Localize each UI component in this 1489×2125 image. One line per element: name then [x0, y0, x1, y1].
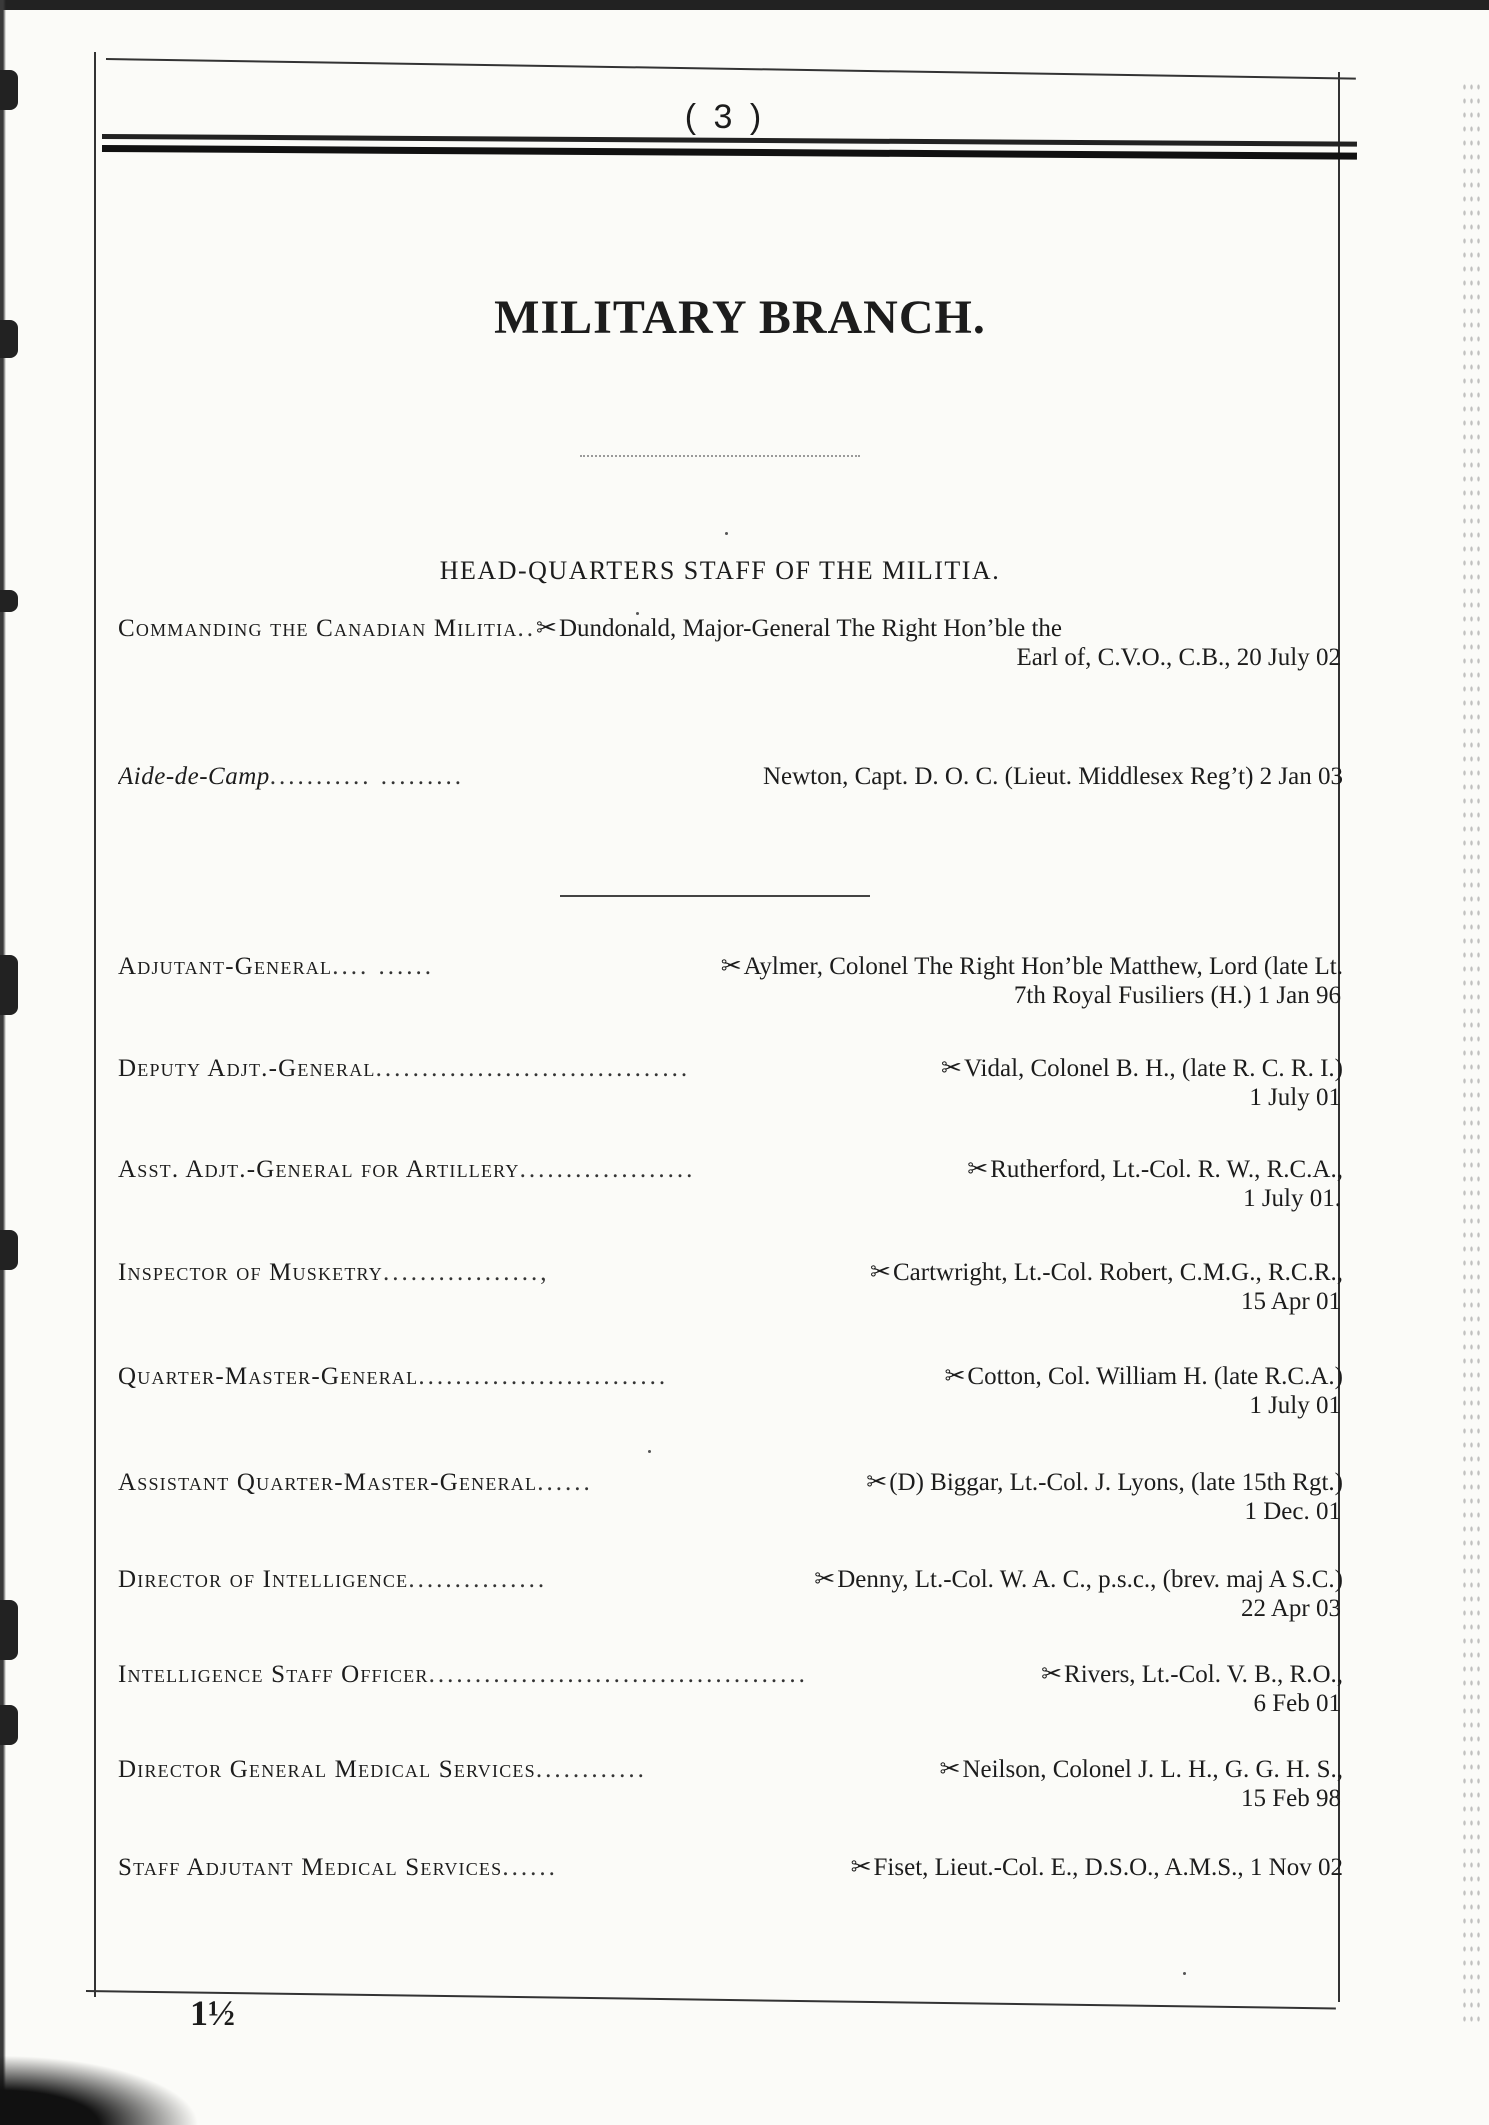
- entry-inspector-of-musketry: [118, 1258, 1343, 1316]
- dot-leaders: ...........................: [418, 1363, 669, 1390]
- holder-continuation: 15 Apr 01: [1241, 1288, 1341, 1315]
- office-holder: Rutherford, Lt.-Col. R. W., R.C.A.,: [990, 1156, 1343, 1183]
- holder-continuation: 1 July 01.: [1243, 1185, 1341, 1212]
- holder-continuation: 1 July 01: [1249, 1084, 1341, 1111]
- ornament-smudge: [580, 455, 860, 458]
- holder-continuation: 22 Apr 03: [1241, 1595, 1341, 1622]
- office-holder: Neilson, Colonel J. L. H., G. G. H. S.,: [962, 1756, 1343, 1783]
- scissors-mark-icon: ✂: [944, 1363, 966, 1390]
- print-speck: [725, 532, 728, 535]
- office-title: Asst. Adjt.-General for Artillery: [118, 1156, 520, 1183]
- office-title: Intelligence Staff Officer: [118, 1661, 429, 1688]
- scan-corner-shadow: [0, 2055, 200, 2125]
- holder-continuation: 1 July 01: [1249, 1392, 1341, 1419]
- dot-leaders: ...............: [408, 1566, 548, 1593]
- entry-commanding: [118, 614, 1343, 672]
- scissors-mark-icon: ✂: [720, 953, 742, 980]
- binding-blot: [0, 590, 18, 612]
- holder-continuation: 1 Dec. 01: [1244, 1498, 1341, 1525]
- entry-quarter-master-general: [118, 1362, 1343, 1420]
- office-holder: Newton, Capt. D. O. C. (Lieut. Middlesex Reg’t) 2 Jan 03: [762, 763, 1343, 790]
- entry-aide-de-camp: [118, 762, 1343, 791]
- holder-continuation: 15 Feb 98: [1241, 1785, 1341, 1812]
- scissors-mark-icon: ✂: [939, 1756, 961, 1783]
- scissors-mark-icon: ✂: [870, 1259, 891, 1286]
- office-holder: (D) Biggar, Lt.-Col. J. Lyons, (late 15th Rgt.): [889, 1469, 1343, 1496]
- dot-leaders: ............: [535, 1756, 647, 1783]
- scissors-mark-icon: ✂: [866, 1469, 888, 1496]
- office-holder: Dundonald, Major-General The Right Hon’ble the: [558, 615, 1063, 642]
- office-title: Staff Adjutant Medical Services: [118, 1854, 503, 1881]
- entry-staff-adjutant-medical-services: [118, 1853, 1343, 1882]
- dot-leaders: .........................................: [428, 1661, 808, 1688]
- page-number: ( 3 ): [684, 98, 766, 136]
- dot-leaders: ......: [502, 1854, 558, 1881]
- section-heading: HEAD-QUARTERS STAFF OF THE MILITIA.: [439, 556, 1001, 585]
- entry-deputy-adjt-general: [118, 1054, 1343, 1112]
- scan-perforated-edge: [1461, 80, 1481, 2030]
- scissors-mark-icon: ✂: [814, 1566, 836, 1593]
- scissors-mark-icon: ✂: [850, 1854, 872, 1881]
- entry-director-of-intelligence: [118, 1565, 1343, 1623]
- header-thick-bar: [102, 145, 1357, 160]
- office-holder: Vidal, Colonel B. H., (late R. C. R. I.): [963, 1055, 1343, 1082]
- scan-top-edge: [0, 0, 1489, 10]
- scissors-mark-icon: ✂: [535, 615, 557, 642]
- print-speck: [1183, 1972, 1186, 1975]
- holder-continuation: 7th Royal Fusiliers (H.) 1 Jan 96: [1013, 982, 1341, 1009]
- holder-continuation: 6 Feb 01: [1253, 1690, 1341, 1717]
- office-holder: Denny, Lt.-Col. W. A. C., p.s.c., (brev. maj A S.C.): [837, 1566, 1343, 1593]
- binding-blot: [0, 320, 18, 358]
- binding-blot: [0, 955, 18, 1015]
- office-holder: Rivers, Lt.-Col. V. B., R.O.,: [1064, 1661, 1343, 1688]
- office-title: Deputy Adjt.-General: [118, 1055, 376, 1082]
- frame-top-rule: [106, 58, 1356, 80]
- dot-leaders: ..: [517, 615, 536, 642]
- binding-blot: [0, 1600, 18, 1660]
- print-speck: [648, 1450, 651, 1453]
- office-title: Director General Medical Services: [118, 1756, 536, 1783]
- office-title: Inspector of Musketry: [118, 1259, 383, 1286]
- dot-leaders: ........... .........: [269, 763, 465, 790]
- scissors-mark-icon: ✂: [941, 1055, 962, 1082]
- binding-blot: [0, 1705, 18, 1745]
- holder-continuation: Earl of, C.V.O., C.B., 20 July 02: [1016, 644, 1341, 671]
- dot-leaders: ...................: [519, 1156, 696, 1183]
- frame-left-rule: [94, 52, 96, 1997]
- office-holder: Cartwright, Lt.-Col. Robert, C.M.G., R.C.R.,: [893, 1259, 1343, 1286]
- section-divider: [560, 895, 870, 897]
- scissors-mark-icon: ✂: [967, 1156, 989, 1183]
- page-title: MILITARY BRANCH.: [494, 291, 986, 344]
- dot-leaders: ......: [537, 1469, 593, 1496]
- binding-blot: [0, 70, 18, 110]
- office-title: Assistant Quarter-Master-General: [118, 1469, 538, 1496]
- office-holder: Cotton, Col. William H. (late R.C.A.): [967, 1363, 1343, 1390]
- dot-leaders: .... ......: [332, 953, 434, 980]
- dot-leaders: .................,: [382, 1259, 550, 1286]
- entry-intelligence-staff-officer: [118, 1660, 1343, 1718]
- office-title: Adjutant-General: [118, 953, 333, 980]
- entry-director-general-medical-services: [118, 1755, 1343, 1813]
- entry-assistant-quarter-master-general: [118, 1468, 1343, 1526]
- scan-binding-edge: [0, 0, 24, 2125]
- office-title: Commanding the Canadian Militia: [118, 615, 518, 642]
- office-title: Quarter-Master-General: [118, 1363, 419, 1390]
- frame-bottom-rule: [86, 1990, 1336, 2009]
- binding-blot: [0, 1230, 18, 1270]
- office-title: Director of Intelligence: [118, 1566, 409, 1593]
- entry-adjutant-general: [118, 952, 1343, 1010]
- office-holder: Fiset, Lieut.-Col. E., D.S.O., A.M.S., 1 Nov 02: [873, 1854, 1343, 1881]
- scissors-mark-icon: ✂: [1041, 1661, 1063, 1688]
- entry-asst-adjt-general-artillery: [118, 1155, 1343, 1213]
- office-holder: Aylmer, Colonel The Right Hon’ble Matthew, Lord (late Lt.: [743, 953, 1343, 980]
- office-title: Aide-de-Camp: [118, 763, 270, 790]
- signature-mark: 1½: [190, 1993, 235, 2033]
- dot-leaders: ..................................: [375, 1055, 691, 1082]
